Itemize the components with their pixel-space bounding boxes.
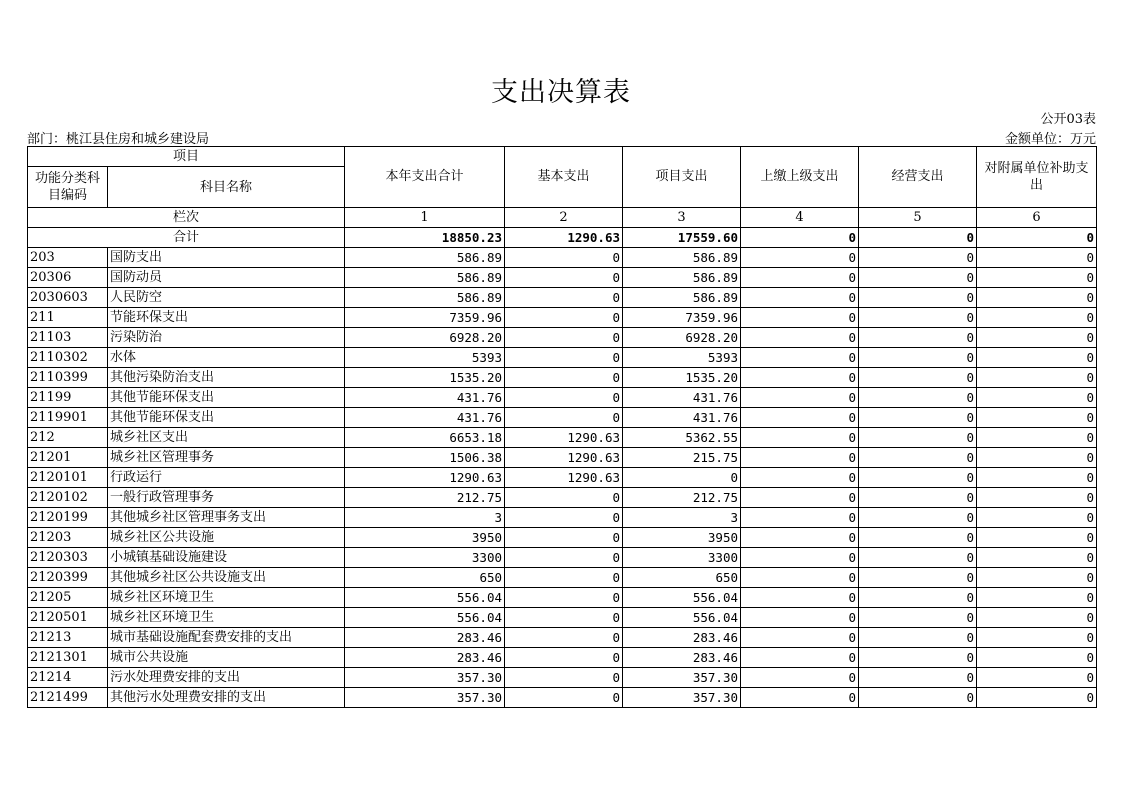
total-value: 0 [859,228,977,248]
table-row [28,348,1097,368]
row-value: 586.89 [345,248,505,268]
row-value: 0 [741,628,859,648]
row-value: 0 [505,408,623,428]
row-name: 其他污水处理费安排的支出 [108,688,345,708]
row-value: 0 [859,328,977,348]
row-value: 0 [741,388,859,408]
row-code: 2110399 [28,368,108,388]
row-name: 其他城乡社区管理事务支出 [108,508,345,528]
row-value: 0 [977,248,1097,268]
row-code: 2119901 [28,408,108,428]
row-name: 其他节能环保支出 [108,408,345,428]
row-value: 0 [741,608,859,628]
total-value: 0 [977,228,1097,248]
header-col-num-3: 3 [623,208,741,228]
row-value: 0 [505,488,623,508]
row-value: 3 [345,508,505,528]
row-code: 2120303 [28,548,108,568]
row-value: 5393 [623,348,741,368]
row-value: 586.89 [623,288,741,308]
table-row [28,688,1097,708]
row-value: 0 [859,248,977,268]
row-value: 0 [741,568,859,588]
table-row [28,568,1097,588]
table-row [28,668,1097,688]
row-value: 0 [859,348,977,368]
row-name: 一般行政管理事务 [108,488,345,508]
row-value: 0 [505,528,623,548]
header-item: 项目 [28,147,345,167]
row-value: 0 [859,468,977,488]
form-code: 公开03表 [1040,112,1096,127]
row-value: 0 [741,488,859,508]
row-value: 0 [741,328,859,348]
row-value: 283.46 [623,648,741,668]
row-value: 0 [859,268,977,288]
row-value: 0 [859,388,977,408]
header-col-num-1: 1 [345,208,505,228]
row-value: 0 [977,628,1097,648]
row-value: 0 [977,308,1097,328]
row-value: 0 [741,648,859,668]
row-value: 0 [859,688,977,708]
row-value: 0 [977,268,1097,288]
row-value: 357.30 [623,668,741,688]
row-name: 城乡社区支出 [108,428,345,448]
row-value: 0 [741,588,859,608]
row-value: 215.75 [623,448,741,468]
row-value: 0 [977,348,1097,368]
table-row [28,408,1097,428]
row-value: 0 [859,508,977,528]
row-value: 1290.63 [505,448,623,468]
table-row [28,268,1097,288]
total-value: 0 [741,228,859,248]
row-value: 0 [859,408,977,428]
row-code: 21199 [28,388,108,408]
row-code: 203 [28,248,108,268]
row-code: 20306 [28,268,108,288]
table-row [28,308,1097,328]
row-value: 0 [741,428,859,448]
row-value: 1506.38 [345,448,505,468]
row-value: 0 [741,288,859,308]
row-name: 节能环保支出 [108,308,345,328]
row-value: 0 [741,268,859,288]
header-col-4: 上缴上级支出 [741,147,859,208]
row-value: 0 [741,548,859,568]
row-code: 21213 [28,628,108,648]
table-row [28,328,1097,348]
row-value: 0 [977,368,1097,388]
row-value: 0 [505,328,623,348]
table-row [28,428,1097,448]
row-code: 21203 [28,528,108,548]
row-value: 0 [977,408,1097,428]
row-value: 1290.63 [505,428,623,448]
total-value: 18850.23 [345,228,505,248]
row-value: 556.04 [345,608,505,628]
row-value: 0 [977,288,1097,308]
row-value: 0 [859,288,977,308]
row-value: 0 [977,468,1097,488]
row-value: 0 [977,428,1097,448]
header-col-5: 经营支出 [859,147,977,208]
header-name: 科目名称 [108,167,345,208]
header-col-1: 本年支出合计 [345,147,505,208]
total-value: 1290.63 [505,228,623,248]
row-value: 0 [977,528,1097,548]
row-code: 21205 [28,588,108,608]
row-value: 0 [977,648,1097,668]
row-value: 0 [741,448,859,468]
row-name: 其他城乡社区公共设施支出 [108,568,345,588]
table-row [28,488,1097,508]
row-value: 283.46 [623,628,741,648]
row-name: 小城镇基础设施建设 [108,548,345,568]
table-row [28,468,1097,488]
header-col-3: 项目支出 [623,147,741,208]
row-name: 水体 [108,348,345,368]
row-value: 650 [345,568,505,588]
row-value: 0 [859,668,977,688]
row-name: 城市公共设施 [108,648,345,668]
row-value: 0 [741,528,859,548]
total-row [28,228,1097,248]
row-code: 2120501 [28,608,108,628]
row-value: 357.30 [345,668,505,688]
row-value: 3950 [345,528,505,548]
header-col-num-5: 5 [859,208,977,228]
row-value: 0 [977,608,1097,628]
row-value: 3 [623,508,741,528]
header-col-num-6: 6 [977,208,1097,228]
row-value: 431.76 [623,388,741,408]
row-value: 0 [859,428,977,448]
row-value: 0 [741,688,859,708]
row-value: 7359.96 [623,308,741,328]
row-value: 0 [505,268,623,288]
row-value: 0 [505,308,623,328]
header-col-num-2: 2 [505,208,623,228]
row-name: 城乡社区环境卫生 [108,608,345,628]
row-value: 0 [977,688,1097,708]
row-value: 586.89 [345,268,505,288]
row-value: 0 [977,388,1097,408]
total-label: 合计 [28,228,345,248]
table-row [28,448,1097,468]
row-value: 0 [505,508,623,528]
row-value: 283.46 [345,628,505,648]
row-value: 0 [859,608,977,628]
row-name: 城市基础设施配套费安排的支出 [108,628,345,648]
row-value: 0 [741,308,859,328]
row-value: 0 [977,588,1097,608]
header-col-2: 基本支出 [505,147,623,208]
row-value: 431.76 [345,388,505,408]
page-title: 支出决算表 [491,77,631,108]
row-value: 0 [505,248,623,268]
row-value: 357.30 [345,688,505,708]
row-value: 0 [505,568,623,588]
row-value: 586.89 [623,248,741,268]
table-row [28,528,1097,548]
row-value: 0 [859,528,977,548]
row-value: 650 [623,568,741,588]
row-code: 21201 [28,448,108,468]
row-value: 431.76 [623,408,741,428]
unit-label: 金额单位：万元 [1004,132,1096,147]
row-value: 0 [505,388,623,408]
row-value: 6928.20 [345,328,505,348]
row-name: 国防支出 [108,248,345,268]
row-value: 0 [741,408,859,428]
row-name: 国防动员 [108,268,345,288]
row-name: 城乡社区环境卫生 [108,588,345,608]
row-value: 586.89 [345,288,505,308]
header-col-6: 对附属单位补助支出 [977,147,1097,208]
row-value: 5362.55 [623,428,741,448]
row-value: 0 [505,288,623,308]
row-value: 0 [859,368,977,388]
row-value: 0 [977,508,1097,528]
row-name: 污水处理费安排的支出 [108,668,345,688]
row-value: 0 [977,568,1097,588]
expenditure-table [27,146,1097,708]
row-value: 556.04 [345,588,505,608]
row-value: 1290.63 [505,468,623,488]
row-value: 0 [859,588,977,608]
row-name: 城乡社区管理事务 [108,448,345,468]
row-value: 0 [859,488,977,508]
header-code: 功能分类科目编码 [28,167,108,208]
row-value: 0 [859,628,977,648]
row-value: 0 [859,648,977,668]
row-code: 2120101 [28,468,108,488]
table-row [28,388,1097,408]
row-code: 2110302 [28,348,108,368]
row-value: 0 [859,568,977,588]
row-value: 0 [505,688,623,708]
table-row [28,248,1097,268]
row-name: 人民防空 [108,288,345,308]
table-row [28,648,1097,668]
table-row [28,628,1097,648]
row-name: 其他节能环保支出 [108,388,345,408]
row-value: 0 [859,308,977,328]
header-col-label: 栏次 [28,208,345,228]
row-code: 2030603 [28,288,108,308]
table-row [28,608,1097,628]
row-code: 2121499 [28,688,108,708]
row-value: 0 [741,508,859,528]
row-value: 0 [741,368,859,388]
table-row [28,288,1097,308]
row-value: 0 [505,668,623,688]
row-value: 1290.63 [345,468,505,488]
row-code: 2120399 [28,568,108,588]
table-row [28,508,1097,528]
department-label: 部门：桃江县住房和城乡建设局 [27,132,210,147]
row-value: 5393 [345,348,505,368]
row-value: 556.04 [623,608,741,628]
row-value: 1535.20 [623,368,741,388]
row-code: 2121301 [28,648,108,668]
row-value: 212.75 [623,488,741,508]
row-code: 21214 [28,668,108,688]
row-value: 3950 [623,528,741,548]
table-row [28,588,1097,608]
row-value: 0 [505,628,623,648]
row-value: 0 [859,548,977,568]
row-code: 2120199 [28,508,108,528]
row-value: 0 [505,608,623,628]
row-name: 城乡社区公共设施 [108,528,345,548]
row-value: 0 [741,248,859,268]
row-name: 污染防治 [108,328,345,348]
row-value: 0 [977,488,1097,508]
row-value: 0 [977,328,1097,348]
row-value: 0 [505,648,623,668]
header-col-num-4: 4 [741,208,859,228]
row-name: 其他污染防治支出 [108,368,345,388]
row-value: 0 [623,468,741,488]
row-value: 0 [977,548,1097,568]
row-code: 21103 [28,328,108,348]
row-value: 0 [741,668,859,688]
row-value: 0 [505,348,623,368]
row-value: 0 [505,548,623,568]
row-value: 3300 [623,548,741,568]
row-value: 0 [505,368,623,388]
row-value: 3300 [345,548,505,568]
row-value: 0 [977,668,1097,688]
row-code: 2120102 [28,488,108,508]
table-row [28,368,1097,388]
row-name: 行政运行 [108,468,345,488]
row-value: 431.76 [345,408,505,428]
row-code: 212 [28,428,108,448]
row-value: 0 [741,348,859,368]
row-value: 0 [505,588,623,608]
row-value: 586.89 [623,268,741,288]
row-value: 556.04 [623,588,741,608]
row-code: 211 [28,308,108,328]
row-value: 212.75 [345,488,505,508]
row-value: 0 [977,448,1097,468]
total-value: 17559.60 [623,228,741,248]
row-value: 0 [741,468,859,488]
row-value: 6653.18 [345,428,505,448]
table-row [28,548,1097,568]
row-value: 0 [859,448,977,468]
row-value: 1535.20 [345,368,505,388]
row-value: 6928.20 [623,328,741,348]
row-value: 7359.96 [345,308,505,328]
row-value: 357.30 [623,688,741,708]
row-value: 283.46 [345,648,505,668]
